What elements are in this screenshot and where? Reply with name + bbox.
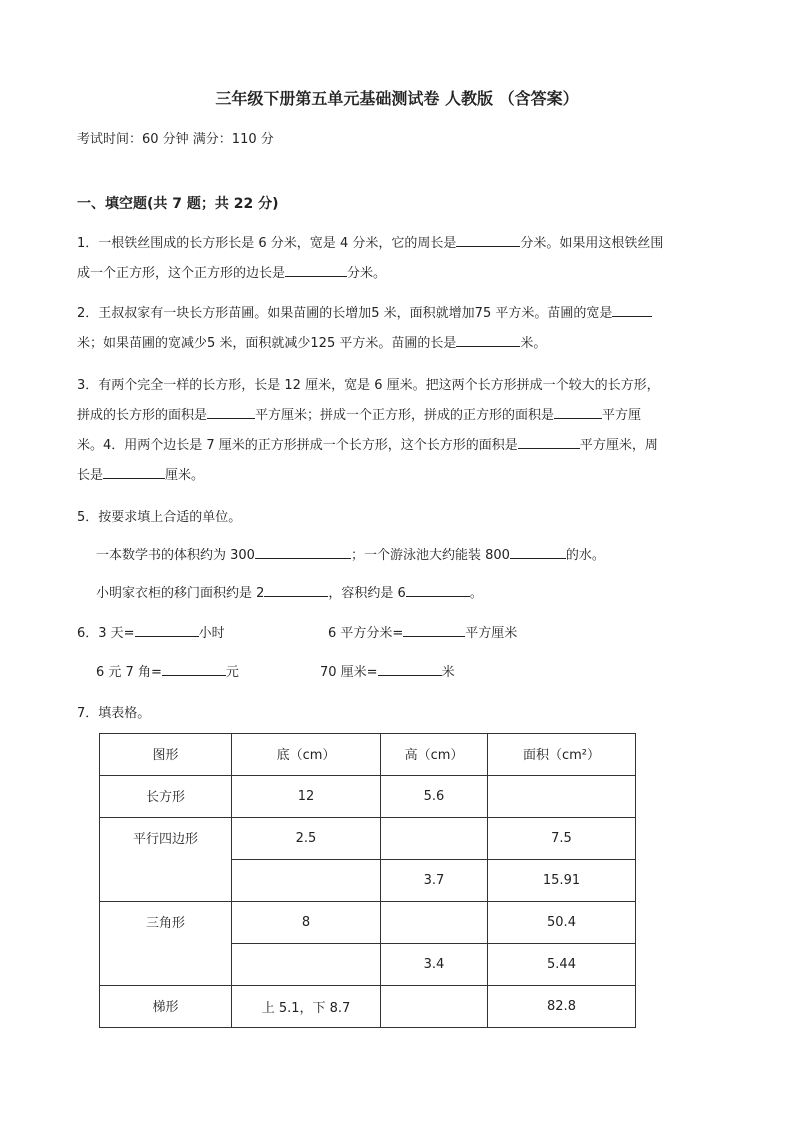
question-5-title [77,506,241,525]
q6-text: 6．3 天= [77,626,135,641]
q3-text: 平方厘米；拼成一个正方形，拼成的正方形的面积是 [255,408,555,423]
answer-blank[interactable] [255,544,351,559]
answer-blank[interactable] [207,404,255,419]
question-3-line-2 [77,404,641,423]
q6-text: 元 [225,665,239,680]
question-2-line-1 [77,302,652,321]
table-cell-area: 15.91 [488,860,636,902]
answer-blank[interactable] [135,622,199,637]
answer-blank[interactable] [162,661,226,676]
question-1-line-2 [77,262,386,281]
q4-text: 厘米。 [165,468,205,483]
table-row [100,902,636,944]
q6-text: 70 厘米= [320,665,378,680]
table-row [100,776,636,818]
answer-blank[interactable] [264,582,328,597]
q6-text: 米 [441,665,455,680]
table-header-cell: 底（cm） [232,734,381,776]
table-cell-height[interactable] [381,818,488,860]
q2-text: 2．王叔叔家有一块长方形苗圃。如果苗圃的长增加5 米，面积就增加75 平方米。苗圃的宽是 [77,306,613,321]
question-6-item-c [96,661,239,680]
table-cell-shape: 三角形 [100,902,232,986]
question-6-item-a [77,622,225,641]
table-cell-shape: 平行四边形 [100,818,232,902]
q5-text: 一本数学书的体积约为 300 [96,548,255,563]
q3-text: 拼成的长方形的面积是 [77,408,208,423]
q6-text: 小时 [198,626,225,641]
answer-blank[interactable] [456,332,520,347]
answer-blank[interactable] [554,404,602,419]
q1-text: 分米。 [347,266,387,281]
q3-text: 平方厘 [602,408,642,423]
section-title: 一、填空题(共 7 题；共 22 分) [77,196,279,212]
question-5-line-1 [96,544,605,563]
table-cell-base: 2.5 [232,818,381,860]
table-row [100,986,636,1028]
table-cell-base[interactable] [232,944,381,986]
area-table [99,733,636,1028]
q7-title: 7．填表格。 [77,706,151,721]
table-cell-height: 3.4 [381,944,488,986]
q6-text: 6 元 7 角= [96,665,162,680]
q5-text: 小明家衣柜的移门面积约是 2 [96,586,265,601]
table-header-cell: 面积（cm²） [488,734,636,776]
table-row [100,818,636,860]
answer-blank[interactable] [378,661,442,676]
q6-text: 6 平方分米= [328,626,404,641]
table-cell-base: 8 [232,902,381,944]
question-7-title [77,702,150,721]
q5-text: ，容积约是 6 [328,586,406,601]
table-cell-area: 7.5 [488,818,636,860]
question-3-line-1 [77,374,660,393]
q1-text: 分米。如果用这根铁丝围 [520,236,664,251]
answer-blank[interactable] [285,262,347,277]
question-6-item-b [328,622,517,641]
table-cell-area: 50.4 [488,902,636,944]
answer-blank[interactable] [510,544,566,559]
exam-info: 考试时间：60 分钟 满分：110 分 [77,132,274,147]
q3-text: 3．有两个完全一样的长方形，长是 12 厘米，宽是 6 厘米。把这两个长方形拼成一个较大的长方形， [77,378,660,393]
q1-text: 1．一根铁丝围成的长方形长是 6 分米，宽是 4 分米，它的周长是 [77,236,457,251]
q4-text: 平方厘米，周 [579,438,658,453]
answer-blank[interactable] [403,622,465,637]
question-3-line-4 [77,464,204,483]
table-cell-area: 82.8 [488,986,636,1028]
q1-text: 成一个正方形，这个正方形的边长是 [77,266,286,281]
q6-text: 平方厘米 [465,626,518,641]
table-cell-base[interactable] [232,860,381,902]
question-5-line-2 [96,582,483,601]
answer-blank[interactable] [103,464,165,479]
question-3-line-3 [77,434,658,453]
answer-blank[interactable] [456,232,520,247]
answer-blank[interactable] [518,434,580,449]
table-cell-height[interactable] [381,902,488,944]
table-cell-shape: 梯形 [100,986,232,1028]
q2-text: 米；如果苗圃的宽减少5 米，面积就减少125 平方米。苗圃的长是 [77,336,457,351]
answer-blank[interactable] [612,302,652,317]
q2-text: 米。 [520,336,547,351]
table-cell-height[interactable] [381,986,488,1028]
question-2-line-2 [77,332,546,351]
question-1-line-1 [77,232,663,251]
table-cell-base: 上 5.1，下 8.7 [232,986,381,1028]
table-cell-shape: 长方形 [100,776,232,818]
table-cell-base: 12 [232,776,381,818]
q4-text: 长是 [77,468,104,483]
table-header-cell: 图形 [100,734,232,776]
question-6-item-d [320,661,455,680]
table-header-cell: 高（cm） [381,734,488,776]
q5-text: ；一个游泳池大约能装 800 [350,548,510,563]
table-cell-height: 3.7 [381,860,488,902]
table-cell-height: 5.6 [381,776,488,818]
q4-text: 米。4．用两个边长是 7 厘米的正方形拼成一个长方形，这个长方形的面积是 [77,438,518,453]
answer-blank[interactable] [406,582,470,597]
page-title: 三年级下册第五单元基础测试卷 人教版 （含答案） [215,89,579,108]
q5-text: 。 [469,586,483,601]
table-cell-area[interactable] [488,776,636,818]
q5-title: 5．按要求填上合适的单位。 [77,510,242,525]
q5-text: 的水。 [565,548,605,563]
table-cell-area: 5.44 [488,944,636,986]
table-header-row [100,734,636,776]
